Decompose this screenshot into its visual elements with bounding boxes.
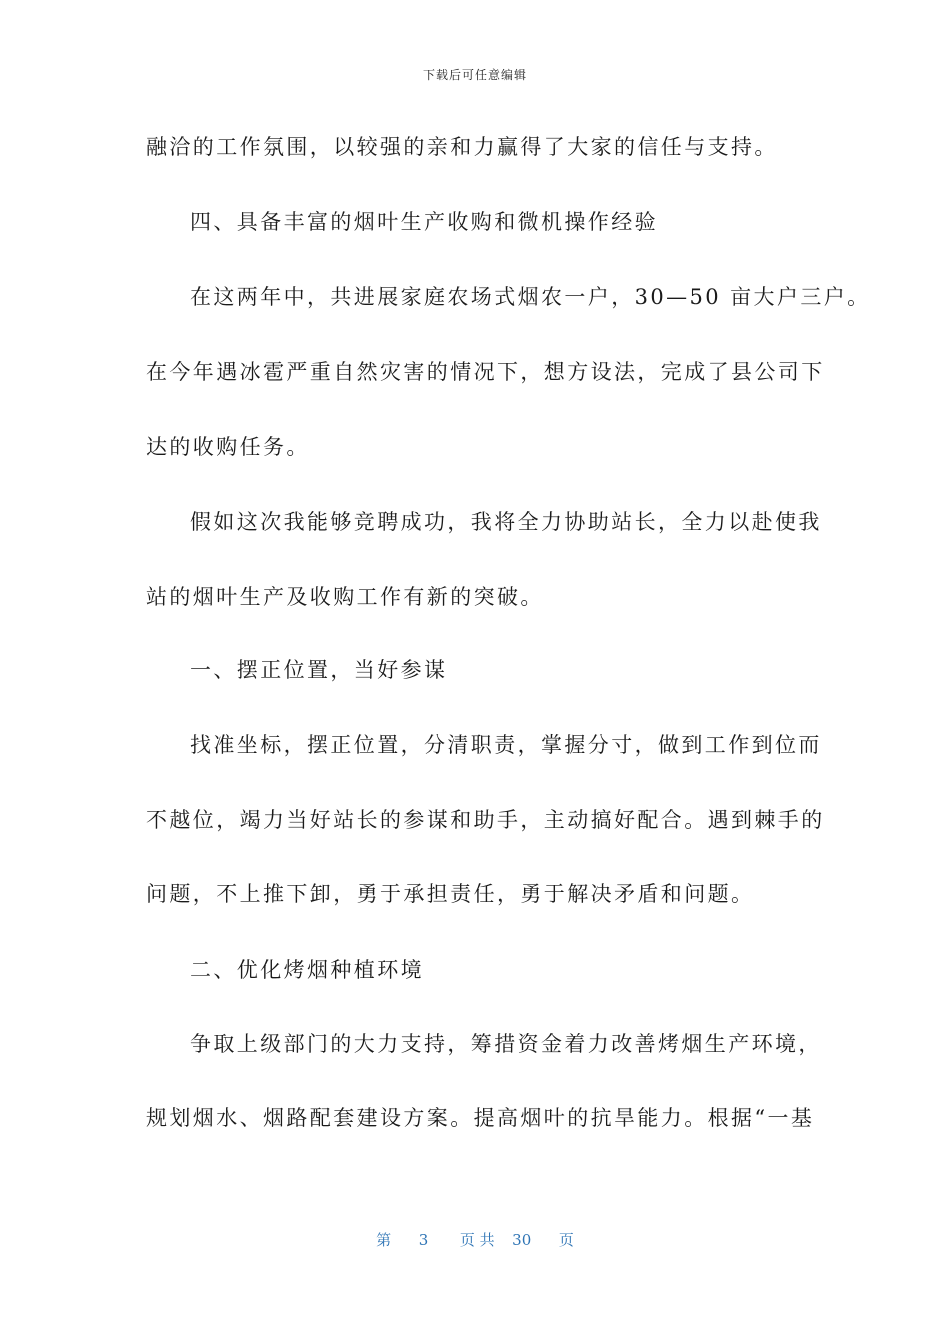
section-heading: 一、摆正位置，当好参谋	[190, 658, 448, 682]
header-note: 下载后可任意编辑	[422, 68, 527, 82]
body-line: 争取上级部门的大力支持，筹措资金着力改善烤烟生产环境，	[190, 1032, 822, 1056]
section-heading: 二、优化烤烟种植环境	[190, 958, 424, 982]
body-line: 不越位，竭力当好站长的参谋和助手，主动搞好配合。遇到棘手的	[146, 808, 825, 832]
page-number-footer	[0, 1229, 950, 1250]
body-line: 达的收购任务。	[146, 435, 310, 459]
body-line: 问题，不上推下卸，勇于承担责任，勇于解决矛盾和问题。	[146, 882, 755, 906]
body-line: 找准坐标，摆正位置，分清职责，掌握分寸，做到工作到位而	[190, 733, 822, 757]
page-total: 30	[512, 1231, 532, 1249]
page-current: 3	[418, 1231, 429, 1249]
body-line: 假如这次我能够竞聘成功，我将全力协助站长，全力以赴使我	[190, 510, 822, 534]
page-prefix: 第	[376, 1231, 392, 1249]
body-line: 在今年遇冰雹严重自然灾害的情况下，想方设法，完成了县公司下	[146, 360, 825, 384]
page-mid: 页 共	[459, 1231, 495, 1249]
body-line: 融洽的工作氛围，以较强的亲和力赢得了大家的信任与支持。	[146, 135, 778, 159]
section-heading: 四、具备丰富的烟叶生产收购和微机操作经验	[190, 210, 658, 234]
body-line: 站的烟叶生产及收购工作有新的突破。	[146, 585, 544, 609]
body-line: 在这两年中，共进展家庭农场式烟农一户，30—50 亩大户三户。	[190, 285, 871, 309]
page-suffix: 页	[558, 1231, 574, 1249]
body-line: 规划烟水、烟路配套建设方案。提高烟叶的抗旱能力。根据“一基	[146, 1106, 815, 1130]
